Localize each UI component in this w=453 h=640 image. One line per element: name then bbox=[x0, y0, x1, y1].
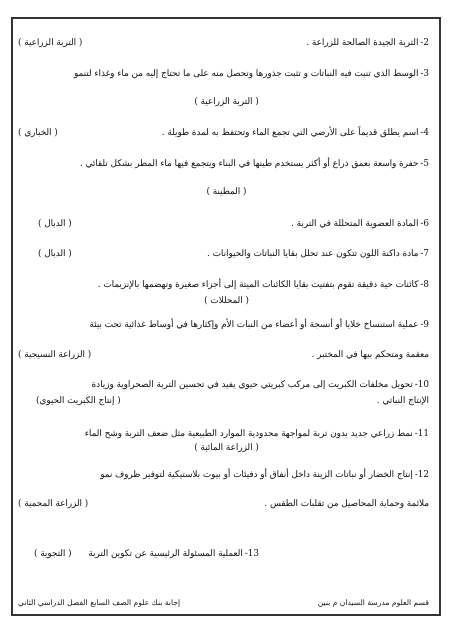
question-8 bbox=[18, 278, 429, 292]
answer: ( إنتاج الكبريت الحيوي) bbox=[36, 396, 121, 406]
question-text: إنتاج الخضار أو نباتات الزينة داخل أنفاق أو دفيئات أو بيوت بلاستيكية لتوفير ظروف نمو bbox=[100, 470, 413, 480]
question-text: كائنات حية دقيقة تقوم بتفتيت بقايا الكائنات الميتة إلى أجزاء صغيرة وتهضمها بالإنزيمات . bbox=[97, 280, 419, 290]
question-text: تحويل مخلفات الكبريت إلى مركب كبريتي حيوي يفيد في تحسين التربة الصحراوية وزيادة bbox=[91, 380, 413, 390]
question-6 bbox=[18, 217, 429, 231]
question-number: 7- bbox=[420, 249, 429, 259]
answer: ( التربة الزراعية ) bbox=[18, 38, 83, 48]
question-12 bbox=[18, 468, 429, 482]
answer: ( التربة الزراعية ) bbox=[194, 97, 259, 107]
question-number: 3- bbox=[420, 69, 429, 79]
question-9 bbox=[18, 318, 429, 332]
question-number: 9- bbox=[420, 320, 429, 330]
question-text: العملية المسئولة الرئيسية عن تكوين التربة bbox=[88, 549, 243, 559]
question-5 bbox=[18, 157, 429, 171]
question-10-continued bbox=[18, 394, 429, 408]
question-number: 11- bbox=[414, 429, 429, 439]
question-4 bbox=[18, 126, 429, 140]
page-footer bbox=[18, 598, 429, 607]
question-text: الإنتاج النباتي . bbox=[376, 396, 429, 406]
question-text: التربة الجيدة الصالحة للزراعة . bbox=[306, 38, 419, 48]
question-number: 13- bbox=[244, 549, 259, 559]
answer: ( المطينة ) bbox=[206, 187, 247, 197]
question-number: 2- bbox=[420, 38, 429, 48]
answer: ( الخباري ) bbox=[18, 128, 58, 138]
question-12-continued bbox=[18, 497, 429, 511]
question-number: 12- bbox=[414, 470, 429, 480]
question-10 bbox=[18, 378, 429, 392]
question-9-continued bbox=[18, 348, 429, 362]
question-number: 8- bbox=[420, 280, 429, 290]
footer-title: إجابة بنك علوم الصف السابع الفصل الدراسي الثاني bbox=[18, 598, 181, 607]
question-number: 4- bbox=[420, 128, 429, 138]
question-text: نمط زراعي جديد بدون تربة لمواجهة محدودية الموارد الطبيعية مثل ضعف التربة وشح الماء bbox=[84, 429, 413, 439]
question-number: 10- bbox=[414, 380, 429, 390]
question-text: عملية استنساخ خلايا أو أنسجة أو أعضاء من النبات الأم وإكثارها في أوساط غذائية تحت بيئة bbox=[89, 320, 419, 330]
question-text: ملائمة وحماية المحاصيل من تقلبات الطقس . bbox=[264, 499, 429, 509]
answer: ( الدبال ) bbox=[38, 249, 72, 259]
question-3 bbox=[18, 67, 429, 81]
answer: ( الزراعة المائية ) bbox=[194, 443, 259, 453]
question-number: 6- bbox=[420, 219, 429, 229]
question-number: 5- bbox=[420, 159, 429, 169]
question-2 bbox=[18, 36, 429, 50]
answer: ( الزراعة المحمية ) bbox=[18, 499, 89, 509]
answer: ( الدبال ) bbox=[38, 219, 72, 229]
question-text: معقمة ومتحكم بيها في المختبر . bbox=[311, 350, 429, 360]
footer-department: قسم العلوم مدرسة السيدان م بنين bbox=[317, 598, 429, 607]
question-7 bbox=[18, 247, 429, 261]
question-text: حفرة واسعة بعمق ذراع أو أكثر يستخدم طينها في البناء ويتجمع فيها ماء المطر بشكل تلقائي . bbox=[79, 159, 419, 169]
answer: ( التجوية ) bbox=[33, 549, 72, 559]
question-11 bbox=[18, 427, 429, 441]
answer: ( الزراعة النسيجية ) bbox=[18, 350, 92, 360]
answer: ( المحللات ) bbox=[204, 296, 249, 306]
question-text: الوسط الذي تنبت فيه النباتات و تثبت جذورها وتحصل منه على ما تحتاج إليه من ماء وغذاء لتنمو bbox=[73, 69, 419, 79]
question-text: مادة داكنة اللون تتكون عند تحلل بقايا النباتات والحيوانات . bbox=[207, 249, 419, 259]
question-13 bbox=[18, 547, 429, 561]
question-text: اسم يطلق قديماً على الأرضي التي تجمع الماء وتحتفظ به لمدة طويلة . bbox=[161, 128, 419, 138]
question-text: المادة العضوية المتحللة في التربة . bbox=[291, 219, 419, 229]
